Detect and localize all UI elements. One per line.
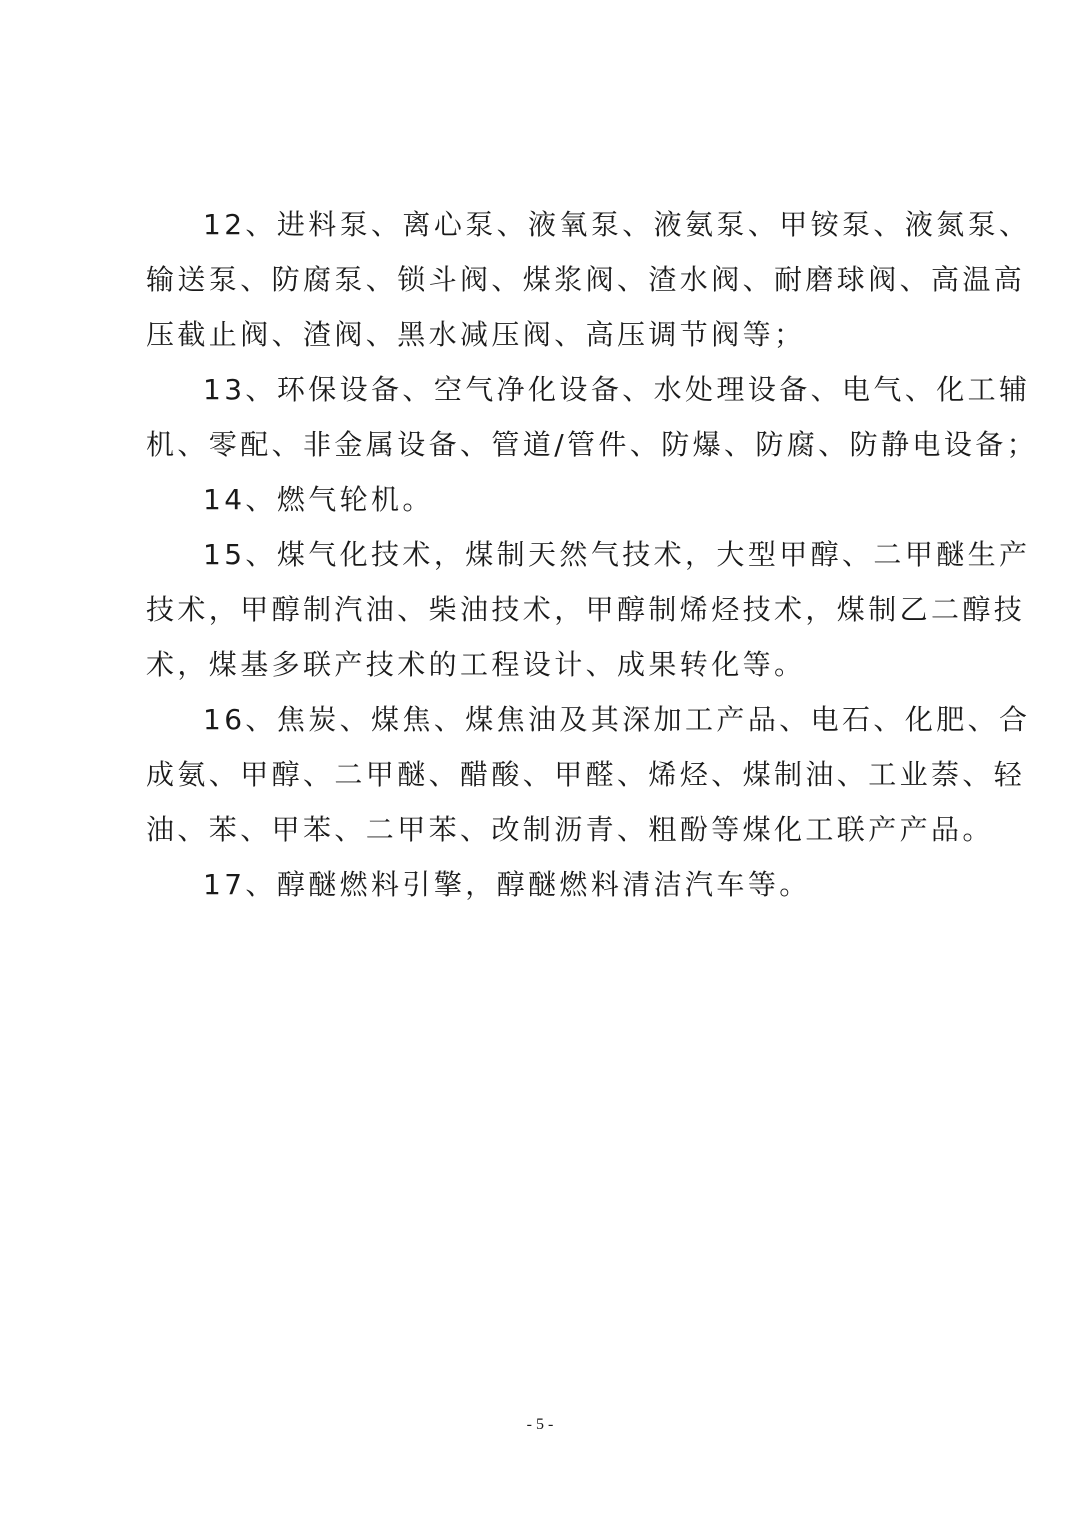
paragraph-line: 油、苯、甲苯、二甲苯、改制沥青、粗酚等煤化工联产产品。 — [146, 813, 994, 846]
paragraph-line: 16、焦炭、煤焦、煤焦油及其深加工产品、电石、化肥、合 — [203, 703, 1031, 736]
paragraph-line: 成氨、甲醇、二甲醚、醋酸、甲醛、烯烃、煤制油、工业萘、轻 — [146, 758, 1026, 791]
paragraph-line: 17、醇醚燃料引擎，醇醚燃料清洁汽车等。 — [203, 868, 811, 901]
paragraph-line: 14、燃气轮机。 — [203, 483, 434, 516]
page-number: - 5 - — [526, 1416, 554, 1433]
paragraph-line: 术，煤基多联产技术的工程设计、成果转化等。 — [146, 648, 806, 681]
paragraph-line: 机、零配、非金属设备、管道/管件、防爆、防腐、防静电设备； — [146, 428, 1039, 461]
paragraph-line: 输送泵、防腐泵、锁斗阀、煤浆阀、渣水阀、耐磨球阀、高温高 — [146, 263, 1026, 296]
paragraph-line: 12、进料泵、离心泵、液氧泵、液氨泵、甲铵泵、液氮泵、 — [203, 208, 1031, 241]
paragraph-line: 技术，甲醇制汽油、柴油技术，甲醇制烯烃技术，煤制乙二醇技 — [146, 593, 1026, 626]
paragraph-line: 15、煤气化技术，煤制天然气技术，大型甲醇、二甲醚生产 — [203, 538, 1031, 571]
paragraph-line: 压截止阀、渣阀、黑水减压阀、高压调节阀等； — [146, 318, 806, 351]
paragraph-line: 13、环保设备、空气净化设备、水处理设备、电气、化工辅 — [203, 373, 1031, 406]
